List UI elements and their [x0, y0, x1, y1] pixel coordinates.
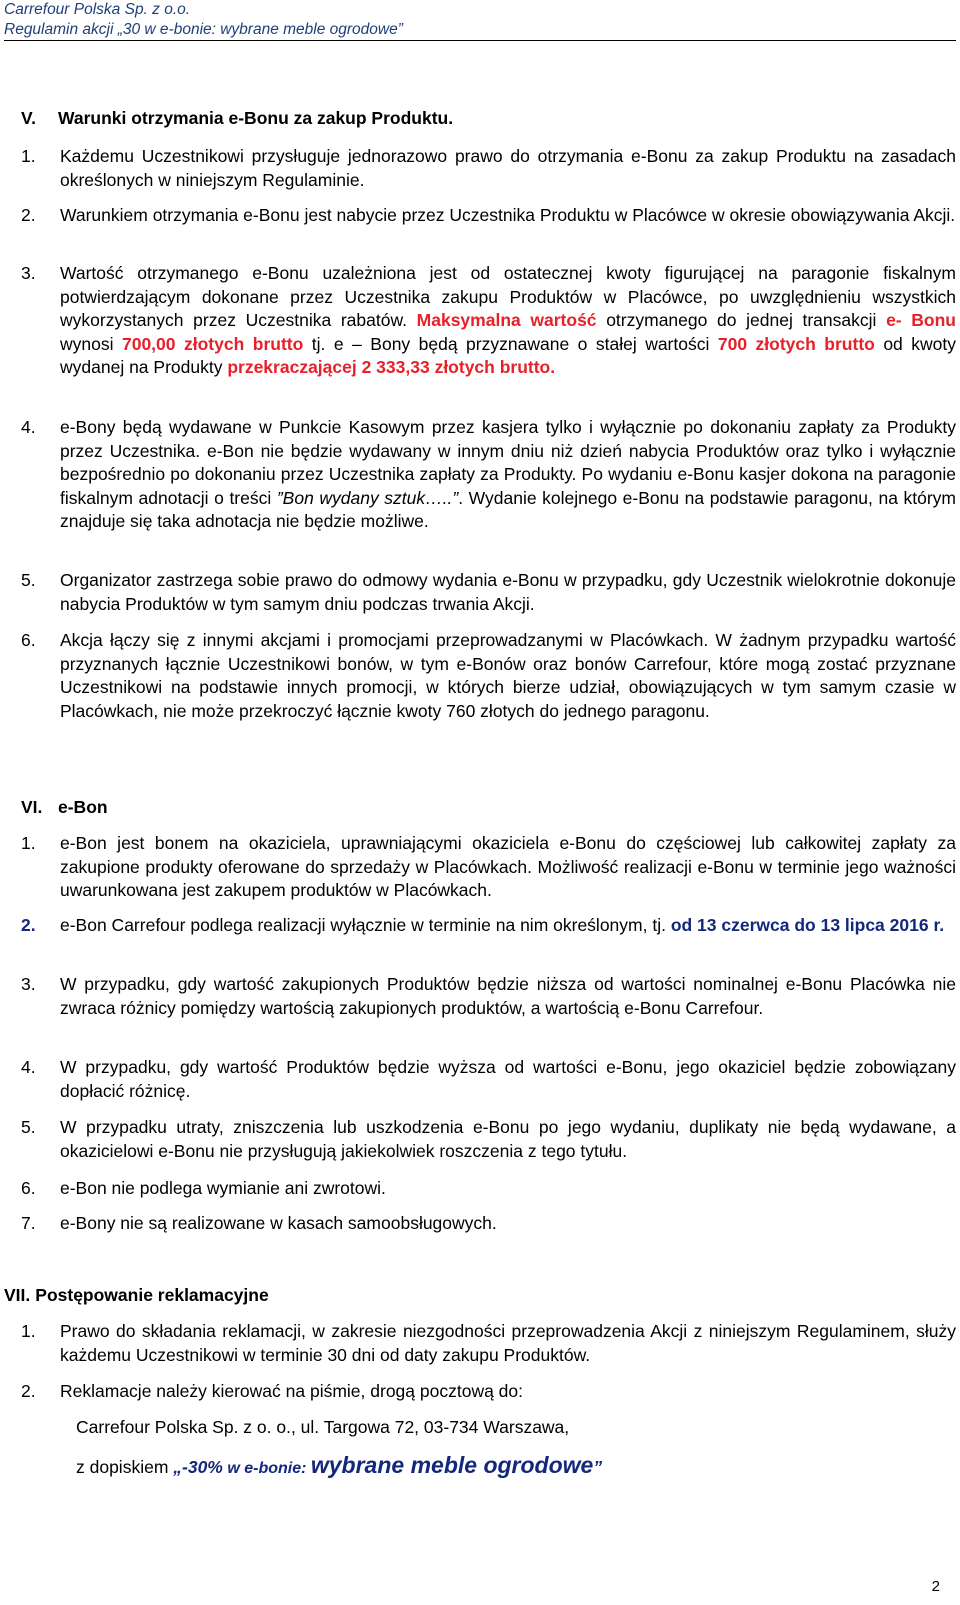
item-text: e-Bon jest bonem na okaziciela, uprawniającymi okaziciela e-Bonu do częściowej lub całkowitej zapłaty za zakupione produkty oferowane do sprzedaży w Placówkach. Możliwość realizacji e-Bonu w terminie jego ważności uwarunkowana jest zakupem produktów w Placówkach. [60, 833, 956, 900]
item-number: 1. [21, 1321, 36, 1341]
text-run: e-Bon Carrefour podlega realizacji wyłącznie w terminie na nim określonym, tj. [60, 915, 671, 935]
item-number: 2. [21, 915, 36, 935]
item-number: 1. [21, 146, 36, 166]
note-line [76, 1450, 602, 1484]
item-text: e-Bon nie podlega wymianie ani zwrotowi. [60, 1178, 386, 1198]
item-number: 5. [21, 1117, 36, 1137]
item-text: W przypadku, gdy wartość zakupionych Produktów będzie niższa od wartości nominalnej e-Bonu Placówka nie zwraca różnicy pomiędzy wartością zakupionych produktów, a wartością e-Bonu Carrefour. [60, 974, 956, 1018]
header-title: Regulamin akcji „30 w e-bonie: wybrane meble ogrodowe” [4, 21, 403, 38]
note-prefix: z dopiskiem [76, 1457, 174, 1477]
item-text: Reklamacje należy kierować na piśmie, drogą pocztową do: [60, 1381, 524, 1401]
item-text [60, 416, 956, 534]
date-range-text: od 13 czerwca do 13 lipca 2016 r. [670, 915, 945, 935]
item-text: e-Bony nie są realizowane w kasach samoobsługowych. [60, 1213, 497, 1233]
item-text: Akcja łączy się z innymi akcjami i promocjami przeprowadzanymi w Placówkach. W żadnym przypadku wartość przyznanych łącznie Uczestnikowi bonów, w tym e-Bonów oraz bonów Carrefour, które mogą zostać przyznane Uczestnikowi na podstawie innych promocji, w których bierze udział, obowiązujących w tym samym czasie w Placówkach, nie może przekroczyć łącznie kwoty 760 złotych do jednego paragonu. [60, 630, 956, 721]
item-text: Warunkiem otrzymania e-Bonu jest nabycie przez Uczestnika Produktu w Placówce w okresie obowiązywania Akcji. [60, 205, 956, 225]
section-vi-heading [21, 796, 108, 818]
item-number: 1. [21, 833, 36, 853]
section-title: Warunki otrzymania e-Bonu za zakup Produktu. [58, 108, 454, 128]
header-company: Carrefour Polska Sp. z o.o. [4, 1, 191, 18]
item-number: 6. [21, 630, 36, 650]
italic-text: ”Bon wydany sztuk…..” [276, 487, 459, 508]
quote-open: „-30% [173, 1457, 223, 1477]
item-number: 2. [21, 205, 36, 225]
text-run: . Wydanie kolejnego e-Bonu na podstawie paragonu, na którym znajduje się taka adnotacja nie będzie możliwe. [60, 487, 957, 531]
address-line: Carrefour Polska Sp. z o. o., ul. Targowa 72, 03-734 Warszawa, [76, 1417, 570, 1437]
quote-close: ” [593, 1457, 603, 1477]
text-run: tj. e – Bony będą przyznawane o stałej wartości [303, 333, 718, 354]
item-number: 5. [21, 570, 36, 590]
item-number: 4. [21, 1057, 36, 1077]
quote-small: w e-bonie: [222, 1460, 311, 1477]
item-number: 6. [21, 1178, 36, 1198]
section-number: VI. [21, 797, 43, 817]
page-header [4, 0, 956, 40]
item-number: 7. [21, 1213, 36, 1233]
highlight-text: Maksymalna wartość [416, 310, 597, 330]
highlight-text: 700 złotych brutto [717, 333, 875, 354]
section-number: V. [21, 108, 36, 128]
section-title: Postępowanie reklamacyjne [35, 1285, 269, 1305]
section-title: e-Bon [58, 797, 108, 817]
item-number: 2. [21, 1381, 36, 1401]
quote-large: wybrane meble ogrodowe [310, 1452, 594, 1478]
text-run: Wartość otrzymanego e-Bonu uzależniona jest od ostatecznej kwoty figurującej na paragonie fiskalnym potwierdzającym dokonane przez Uczestnika zakupu Produktów w Placówce, po uwzględnieniu wszystkich wykorzystanych przez Uczestnika rabatów. [60, 263, 956, 330]
header-divider [4, 40, 956, 41]
item-text: W przypadku, gdy wartość Produktów będzie wyższa od wartości e-Bonu, jego okaziciel będzie zobowiązany dopłacić różnicę. [60, 1057, 956, 1101]
item-text: Każdemu Uczestnikowi przysługuje jednorazowo prawo do otrzymania e-Bonu za zakup Produktu na zasadach określonych w niniejszym Regulaminie. [60, 146, 956, 190]
text-run: otrzymanego do jednej transakcji [596, 310, 887, 330]
section-number: VII. [4, 1285, 31, 1305]
item-text [60, 262, 956, 380]
section-vii-heading [4, 1284, 269, 1306]
text-run: wynosi [60, 333, 122, 354]
item-number: 3. [21, 263, 36, 283]
item-text: W przypadku utraty, zniszczenia lub uszkodzenia e-Bonu po jego wydaniu, duplikaty nie będą wydawane, a okazicielowi e-Bonu nie przysługują jakiekolwiek roszczenia z tego tytułu. [60, 1117, 956, 1161]
item-number: 4. [21, 417, 36, 437]
highlight-text: e- Bonu [886, 310, 956, 330]
text-run: e-Bony będą wydawane w Punkcie Kasowym przez kasjera tylko i wyłącznie po dokonaniu zapłaty za Produkty przez Uczestnika. e-Bon nie będzie wydawany w innym dniu niż dzień nabycia Produktów oraz tylko i wyłącznie bezpośrednio po dokonaniu przez Uczestnika zapłaty za Produkty. Po wydaniu e-Bonu kasjer dokona na paragonie fiskalnym adnotacji o treści [60, 417, 956, 508]
highlight-text: 700,00 złotych brutto [121, 333, 304, 354]
section-v-heading [21, 107, 453, 129]
item-text [60, 914, 956, 938]
text-run: od kwoty wydanej na Produkty [60, 333, 956, 377]
page-number: 2 [931, 1578, 940, 1595]
item-text: Organizator zastrzega sobie prawo do odmowy wydania e-Bonu w przypadku, gdy Uczestnik wielokrotnie dokonuje nabycia Produktów w tym samym dniu podczas trwania Akcji. [60, 570, 956, 614]
item-number: 3. [21, 974, 36, 994]
highlight-text: przekraczającej 2 333,33 złotych brutto. [227, 357, 556, 377]
item-text: Prawo do składania reklamacji, w zakresie niezgodności przeprowadzenia Akcji z niniejszym Regulaminem, służy każdemu Uczestnikowi w terminie 30 dni od daty zakupu Produktów. [60, 1321, 956, 1365]
